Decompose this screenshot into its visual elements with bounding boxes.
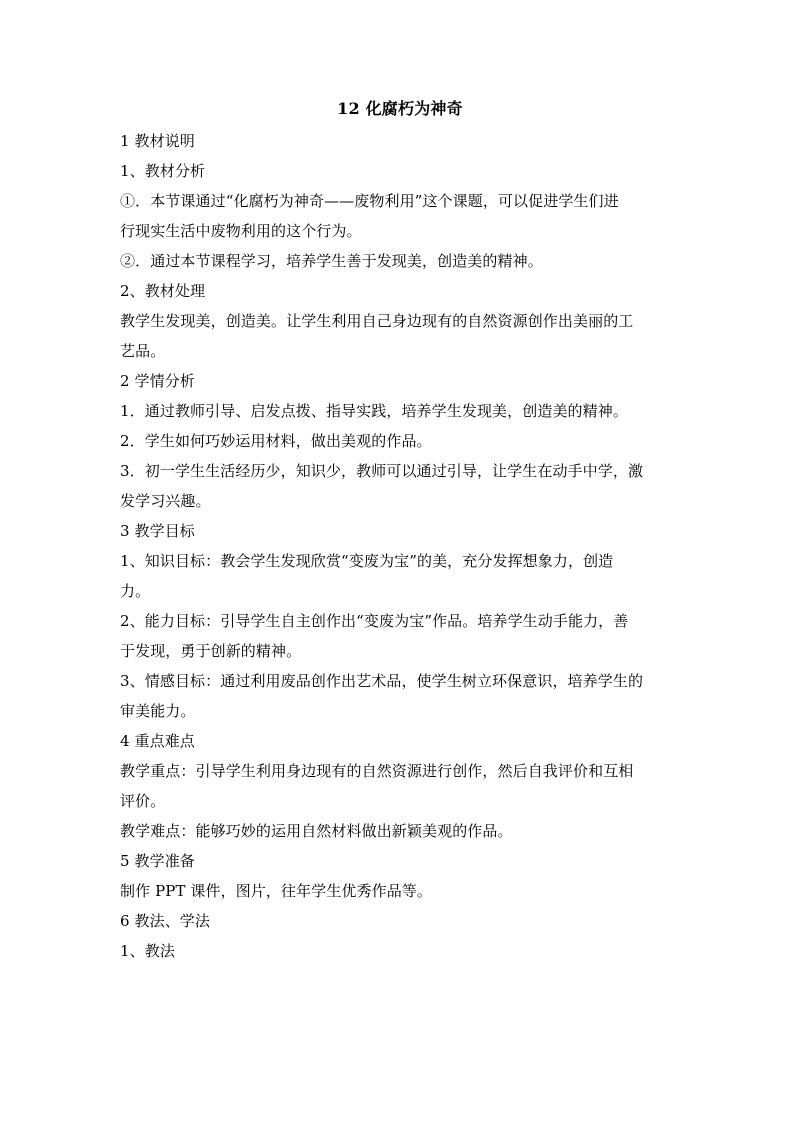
document-body <box>120 96 680 966</box>
subheading-textbook-analysis: 1、教材分析 <box>120 162 206 180</box>
paragraph-line: 艺品。 <box>120 342 166 360</box>
paragraph-line: 2．学生如何巧妙运用材料，做出美观的作品。 <box>120 432 432 450</box>
paragraph-line: 2、能力目标：引导学生自主创作出“变废为宝”作品。培养学生动手能力，善 <box>120 612 629 630</box>
paragraph-line: 3．初一学生生活经历少，知识少，教师可以通过引导，让学生在动手中学，激 <box>120 462 644 480</box>
paragraph-line: 教学生发现美，创造美。让学生利用自己身边现有的自然资源创作出美丽的工 <box>120 312 634 330</box>
section-heading-learner-analysis: 2 学情分析 <box>120 372 195 390</box>
paragraph-line: 发学习兴趣。 <box>120 492 211 510</box>
subheading-teaching-method: 1、教法 <box>120 942 175 960</box>
subheading-textbook-handling: 2、教材处理 <box>120 282 206 300</box>
paragraph-line: 于发现，勇于创新的精神。 <box>120 642 302 660</box>
paragraph-line: 制作 PPT 课件，图片，往年学生优秀作品等。 <box>120 882 433 900</box>
paragraph-line: ②．通过本节课程学习，培养学生善于发现美，创造美的精神。 <box>120 252 543 270</box>
paragraph-line: ①．本节课通过“化腐朽为神奇——废物利用”这个课题，可以促进学生们进 <box>120 192 619 210</box>
section-heading-objectives: 3 教学目标 <box>120 522 195 540</box>
paragraph-line: 1、知识目标：教会学生发现欣赏“变废为宝”的美，充分发挥想象力，创造 <box>120 552 614 570</box>
section-heading-key-points: 4 重点难点 <box>120 732 195 750</box>
paragraph-line: 教学难点：能够巧妙的运用自然材料做出新颖美观的作品。 <box>120 822 513 840</box>
section-heading-textbook: 1 教材说明 <box>120 132 195 150</box>
paragraph-line: 教学重点：引导学生利用身边现有的自然资源进行创作，然后自我评价和互相 <box>120 762 634 780</box>
paragraph-line: 3、情感目标：通过利用废品创作出艺术品，使学生树立环保意识，培养学生的 <box>120 672 644 690</box>
paragraph-line: 1．通过教师引导、启发点拨、指导实践，培养学生发现美，创造美的精神。 <box>120 402 628 420</box>
paragraph-line: 审美能力。 <box>120 702 196 720</box>
section-heading-methods: 6 教法、学法 <box>120 912 211 930</box>
paragraph-line: 评价。 <box>120 792 166 810</box>
document-title: 12 化腐朽为神奇 <box>337 99 463 118</box>
paragraph-line: 力。 <box>120 582 151 600</box>
section-heading-preparation: 5 教学准备 <box>120 852 195 870</box>
paragraph-line: 行现实生活中废物利用的这个行为。 <box>120 222 362 240</box>
